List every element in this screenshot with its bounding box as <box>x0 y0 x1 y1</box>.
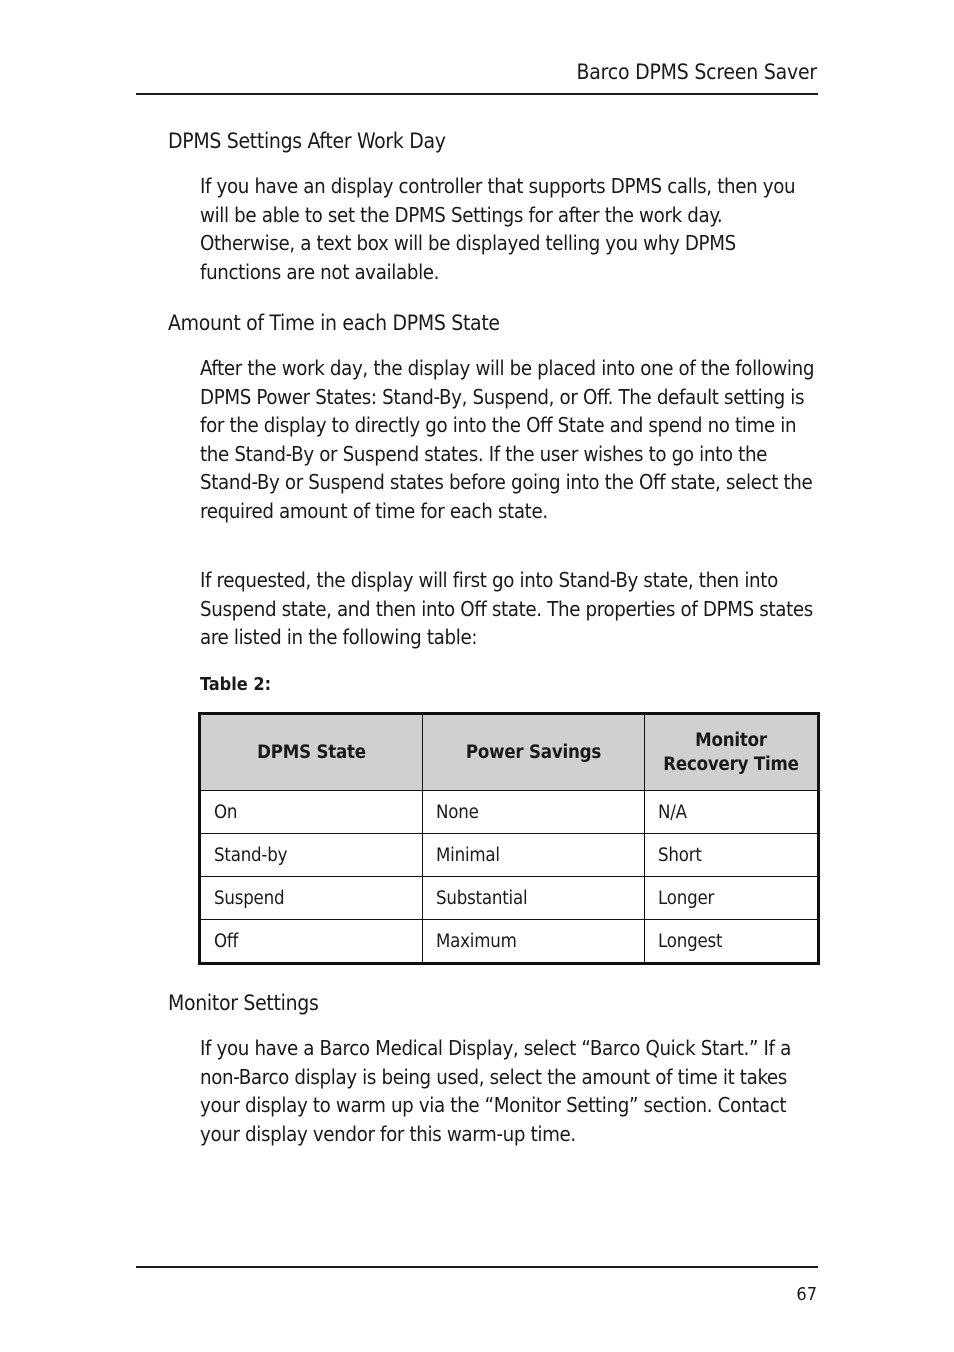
table-cell: None <box>423 791 645 834</box>
section-heading-monitor-settings: Monitor Settings <box>168 991 319 1015</box>
table-cell: Minimal <box>423 834 645 877</box>
table-cell: Short <box>645 834 819 877</box>
column-header-dpms-state: DPMS State <box>200 714 423 791</box>
paragraph-dpms-settings: If you have an display controller that supports DPMS calls, then you will be able to set the DPMS Settings for after the work day. Otherwise, a text box will be displayed telling you why DPMS functions are not available. <box>200 174 796 284</box>
table-cell: Substantial <box>423 877 645 920</box>
dpms-states-table <box>198 712 820 965</box>
paragraph-monitor-settings: If you have a Barco Medical Display, select “Barco Quick Start.” If a non-Barco display is being used, select the amount of time it takes your display to warm up via the “Monitor Setting” section. Contact your display vendor for this warm-up time. <box>200 1036 791 1146</box>
table-row <box>200 791 819 834</box>
table-cell: Longer <box>645 877 819 920</box>
column-header-recovery-time: Monitor Recovery Time <box>645 714 819 791</box>
table-row <box>200 877 819 920</box>
table-cell: Suspend <box>200 877 423 920</box>
table-cell: Maximum <box>423 920 645 964</box>
section-heading-dpms-settings: DPMS Settings After Work Day <box>168 129 446 153</box>
page-number: 67 <box>796 1284 817 1305</box>
table-cell: On <box>200 791 423 834</box>
header-rule <box>136 93 818 95</box>
table-row <box>200 920 819 964</box>
table-caption: Table 2: <box>200 674 272 695</box>
table-cell: Off <box>200 920 423 964</box>
paragraph-state-order: If requested, the display will first go into Stand-By state, then into Suspend state, and then into Off state. The properties of DPMS states are listed in the following table: <box>200 568 813 649</box>
section-heading-amount-of-time: Amount of Time in each DPMS State <box>168 311 500 335</box>
column-header-power-savings: Power Savings <box>423 714 645 791</box>
running-header-title: Barco DPMS Screen Saver <box>576 60 817 84</box>
table-cell: N/A <box>645 791 819 834</box>
table-header-row <box>200 714 819 791</box>
footer-rule <box>136 1266 818 1268</box>
table-cell: Longest <box>645 920 819 964</box>
table-cell: Stand-by <box>200 834 423 877</box>
paragraph-power-states: After the work day, the display will be placed into one of the following DPMS Power States: Stand-By, Suspend, or Off. The default setting is for the display to directly go into the Off State and spend no time in the Stand-By or Suspend states. If the user wishes to go into the Stand-By or Suspend states before going into the Off state, select the required amount of time for each state. <box>200 356 815 523</box>
table-row <box>200 834 819 877</box>
